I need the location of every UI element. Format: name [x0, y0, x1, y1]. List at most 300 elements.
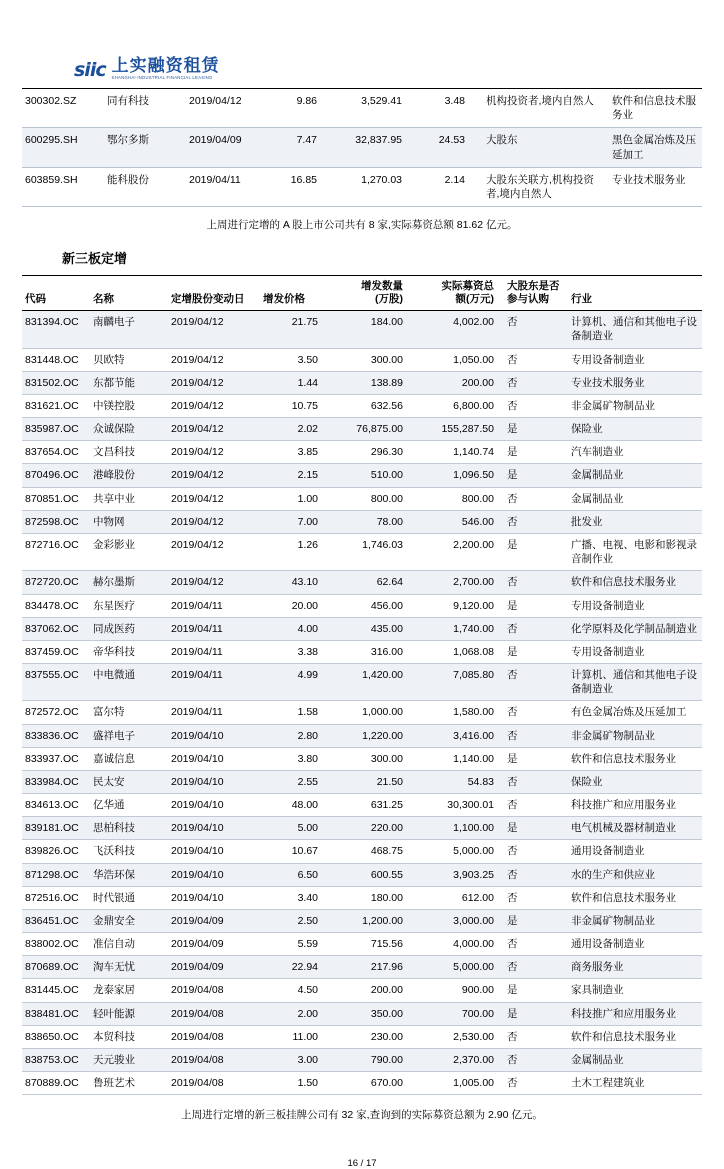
header-yn-line2: 参与认购 — [507, 293, 549, 306]
cell-industry: 通用设备制造业 — [568, 933, 702, 956]
cell-date: 2019/04/12 — [168, 418, 260, 441]
ashare-summary-note: 上周进行定增的 A 股上市公司共有 8 家,实际募资总额 81.62 亿元。 — [206, 219, 518, 232]
cell-price: 1.44 — [260, 371, 328, 394]
cell-amount: 4,000.00 — [413, 933, 504, 956]
cell-investor: 机构投资者,境内自然人 — [483, 89, 609, 128]
cell-quantity: 300.00 — [328, 747, 413, 770]
cell-code: 870689.OC — [22, 956, 90, 979]
cell-industry: 软件和信息技术服务业 — [568, 747, 702, 770]
cell-quantity: 62.64 — [328, 571, 413, 594]
cell-major-shareholder-participation: 否 — [504, 1072, 568, 1095]
cell-date: 2019/04/10 — [168, 817, 260, 840]
cell-quantity: 715.56 — [328, 933, 413, 956]
logo-english-name: SHANGHAI INDUSTRIAL FINANCIAL LEASING — [111, 74, 213, 80]
cell-date: 2019/04/10 — [168, 747, 260, 770]
cell-industry: 金属制品业 — [568, 464, 702, 487]
cell-code: 834478.OC — [22, 594, 90, 617]
cell-date: 2019/04/08 — [168, 1048, 260, 1071]
cell-price: 3.40 — [260, 886, 328, 909]
cell-major-shareholder-participation: 是 — [504, 464, 568, 487]
cell-amount: 5,000.00 — [413, 956, 504, 979]
cell-name: 龙泰家居 — [90, 979, 168, 1002]
cell-amount: 155,287.50 — [413, 418, 504, 441]
cell-quantity: 296.30 — [328, 441, 413, 464]
cell-quantity: 800.00 — [328, 487, 413, 510]
cell-industry: 科技推广和应用服务业 — [568, 794, 702, 817]
cell-major-shareholder-participation: 否 — [504, 724, 568, 747]
cell-major-shareholder-participation: 否 — [504, 617, 568, 640]
cell-amount: 5,000.00 — [413, 840, 504, 863]
table-row — [22, 571, 702, 594]
cell-quantity: 456.00 — [328, 594, 413, 617]
cell-name: 赫尔墨斯 — [90, 571, 168, 594]
cell-price: 3.85 — [260, 441, 328, 464]
cell-industry: 专用设备制造业 — [568, 640, 702, 663]
cell-amount: 1,580.00 — [413, 701, 504, 724]
cell-code: 838002.OC — [22, 933, 90, 956]
table-row — [22, 510, 702, 533]
cell-major-shareholder-participation: 否 — [504, 371, 568, 394]
cell-name: 中镁控股 — [90, 394, 168, 417]
cell-industry: 化学原料及化学制品制造业 — [568, 617, 702, 640]
cell-quantity: 138.89 — [328, 371, 413, 394]
cell-industry: 保险业 — [568, 418, 702, 441]
cell-price: 3.00 — [260, 1048, 328, 1071]
cell-code: 831621.OC — [22, 394, 90, 417]
cell-industry: 专用设备制造业 — [568, 594, 702, 617]
cell-quantity: 220.00 — [328, 817, 413, 840]
cell-amount: 3,000.00 — [413, 909, 504, 932]
cell-amount: 1,140.74 — [413, 441, 504, 464]
table-row — [22, 1025, 702, 1048]
cell-price: 3.80 — [260, 747, 328, 770]
cell-name: 东星医疗 — [90, 594, 168, 617]
cell-date: 2019/04/10 — [168, 770, 260, 793]
ntb-placement-table — [22, 275, 702, 1095]
cell-amount: 2,200.00 — [413, 534, 504, 571]
cell-amount: 3,903.25 — [413, 863, 504, 886]
cell-date: 2019/04/08 — [168, 1025, 260, 1048]
cell-code: 872572.OC — [22, 701, 90, 724]
cell-date: 2019/04/11 — [168, 664, 260, 701]
cell-industry: 通用设备制造业 — [568, 840, 702, 863]
cell-major-shareholder-participation: 否 — [504, 701, 568, 724]
header-quantity — [328, 276, 413, 311]
cell-quantity: 76,875.00 — [328, 418, 413, 441]
cell-quantity: 21.50 — [328, 770, 413, 793]
cell-name: 金彩影业 — [90, 534, 168, 571]
cell-amount: 6,800.00 — [413, 394, 504, 417]
cell-major-shareholder-participation: 否 — [504, 933, 568, 956]
cell-name: 亿华通 — [90, 794, 168, 817]
cell-quantity: 435.00 — [328, 617, 413, 640]
cell-amount: 1,140.00 — [413, 747, 504, 770]
cell-amount: 546.00 — [413, 510, 504, 533]
cell-amount: 1,100.00 — [413, 817, 504, 840]
cell-name: 同成医药 — [90, 617, 168, 640]
cell-amount: 1,068.08 — [413, 640, 504, 663]
header-yn-line1: 大股东是否 — [507, 280, 560, 293]
cell-date: 2019/04/12 — [168, 464, 260, 487]
cell-code: 838650.OC — [22, 1025, 90, 1048]
cell-code: 833836.OC — [22, 724, 90, 747]
cell-industry: 软件和信息技术服务业 — [568, 1025, 702, 1048]
cell-name: 盛祥电子 — [90, 724, 168, 747]
cell-quantity: 1,000.00 — [328, 701, 413, 724]
table-row — [22, 371, 702, 394]
logo-text — [112, 57, 220, 80]
cell-quantity: 350.00 — [328, 1002, 413, 1025]
cell-code: 831394.OC — [22, 311, 90, 348]
cell-price: 3.38 — [260, 640, 328, 663]
cell-major-shareholder-participation: 否 — [504, 1048, 568, 1071]
table-row — [22, 664, 702, 701]
cell-date: 2019/04/11 — [168, 640, 260, 663]
cell-amount: 30,300.01 — [413, 794, 504, 817]
cell-major-shareholder-participation: 否 — [504, 863, 568, 886]
cell-industry: 水的生产和供应业 — [568, 863, 702, 886]
cell-amount: 1,005.00 — [413, 1072, 504, 1095]
cell-name: 能科股份 — [104, 167, 186, 206]
cell-price: 7.00 — [260, 510, 328, 533]
cell-date: 2019/04/09 — [186, 128, 270, 167]
cell-quantity: 510.00 — [328, 464, 413, 487]
table-row — [22, 594, 702, 617]
cell-industry: 家具制造业 — [568, 979, 702, 1002]
ntb-summary-note: 上周进行定增的新三板挂牌公司有 32 家,查询到的实际募资总额为 2.90 亿元。 — [181, 1109, 543, 1122]
cell-code: 870851.OC — [22, 487, 90, 510]
table-row — [22, 909, 702, 932]
cell-date: 2019/04/12 — [168, 311, 260, 348]
cell-date: 2019/04/08 — [168, 979, 260, 1002]
header-price: 增发价格 — [260, 276, 328, 311]
cell-code: 872516.OC — [22, 886, 90, 909]
table-row — [22, 1048, 702, 1071]
cell-quantity: 1,420.00 — [328, 664, 413, 701]
header-major-shareholder-participation — [504, 276, 568, 311]
cell-industry: 专业技术服务业 — [568, 371, 702, 394]
cell-code: 837062.OC — [22, 617, 90, 640]
table-row — [22, 534, 702, 571]
cell-quantity: 790.00 — [328, 1048, 413, 1071]
cell-price: 4.50 — [260, 979, 328, 1002]
cell-amount: 612.00 — [413, 886, 504, 909]
cell-amount: 9,120.00 — [413, 594, 504, 617]
cell-major-shareholder-participation: 否 — [504, 487, 568, 510]
header-code: 代码 — [22, 276, 90, 311]
cell-date: 2019/04/12 — [186, 89, 270, 128]
cell-major-shareholder-participation: 否 — [504, 1025, 568, 1048]
cell-price: 7.47 — [270, 128, 329, 167]
cell-code: 872716.OC — [22, 534, 90, 571]
section-title-ntb: 新三板定增 — [62, 251, 128, 267]
cell-industry: 保险业 — [568, 770, 702, 793]
cell-date: 2019/04/11 — [186, 167, 270, 206]
table-row — [22, 794, 702, 817]
cell-major-shareholder-participation: 是 — [504, 747, 568, 770]
table-row — [22, 747, 702, 770]
cell-price: 48.00 — [260, 794, 328, 817]
cell-major-shareholder-participation: 是 — [504, 1002, 568, 1025]
cell-quantity: 180.00 — [328, 886, 413, 909]
cell-date: 2019/04/10 — [168, 886, 260, 909]
table-row — [22, 979, 702, 1002]
table-row — [22, 441, 702, 464]
cell-name: 准信自动 — [90, 933, 168, 956]
cell-amount: 24.53 — [412, 128, 483, 167]
cell-price: 43.10 — [260, 571, 328, 594]
header-industry: 行业 — [568, 276, 702, 311]
cell-industry: 软件和信息技术服务业 — [568, 886, 702, 909]
cell-amount: 3.48 — [412, 89, 483, 128]
cell-industry: 商务服务业 — [568, 956, 702, 979]
cell-major-shareholder-participation: 否 — [504, 770, 568, 793]
cell-quantity: 1,746.03 — [328, 534, 413, 571]
logo-mark: siic — [74, 59, 106, 81]
cell-major-shareholder-participation: 否 — [504, 886, 568, 909]
cell-amount: 4,002.00 — [413, 311, 504, 348]
cell-name: 嘉诚信息 — [90, 747, 168, 770]
cell-industry: 批发业 — [568, 510, 702, 533]
cell-quantity: 230.00 — [328, 1025, 413, 1048]
cell-major-shareholder-participation: 否 — [504, 794, 568, 817]
table-row — [22, 617, 702, 640]
header-amount-line2: 额(万元) — [455, 293, 494, 306]
cell-code: 872598.OC — [22, 510, 90, 533]
header-date: 定增股份变动日 — [168, 276, 260, 311]
cell-industry: 黑色金属冶炼及压延加工 — [609, 128, 702, 167]
cell-quantity: 78.00 — [328, 510, 413, 533]
cell-price: 2.00 — [260, 1002, 328, 1025]
cell-code: 834613.OC — [22, 794, 90, 817]
cell-code: 870496.OC — [22, 464, 90, 487]
cell-date: 2019/04/12 — [168, 534, 260, 571]
cell-price: 5.00 — [260, 817, 328, 840]
cell-amount: 2,700.00 — [413, 571, 504, 594]
cell-industry: 科技推广和应用服务业 — [568, 1002, 702, 1025]
cell-price: 2.80 — [260, 724, 328, 747]
cell-amount: 2.14 — [412, 167, 483, 206]
cell-name: 淘车无忧 — [90, 956, 168, 979]
cell-major-shareholder-participation: 否 — [504, 348, 568, 371]
cell-industry: 金属制品业 — [568, 1048, 702, 1071]
cell-quantity: 32,837.95 — [329, 128, 412, 167]
cell-price: 20.00 — [260, 594, 328, 617]
cell-price: 2.15 — [260, 464, 328, 487]
cell-amount: 700.00 — [413, 1002, 504, 1025]
header-quantity-line1: 增发数量 — [361, 280, 403, 293]
cell-code: 831445.OC — [22, 979, 90, 1002]
cell-industry: 非金属矿物制品业 — [568, 909, 702, 932]
cell-price: 4.00 — [260, 617, 328, 640]
cell-code: 600295.SH — [22, 128, 104, 167]
cell-quantity: 468.75 — [328, 840, 413, 863]
table-row — [22, 1072, 702, 1095]
table-row — [22, 863, 702, 886]
cell-price: 10.67 — [260, 840, 328, 863]
cell-code: 837459.OC — [22, 640, 90, 663]
cell-price: 1.00 — [260, 487, 328, 510]
cell-price: 10.75 — [260, 394, 328, 417]
cell-quantity: 1,220.00 — [328, 724, 413, 747]
cell-industry: 广播、电视、电影和影视录音制作业 — [568, 534, 702, 571]
cell-name: 金鼎安全 — [90, 909, 168, 932]
cell-industry: 软件和信息技术服务业 — [609, 89, 702, 128]
cell-industry: 土木工程建筑业 — [568, 1072, 702, 1095]
cell-industry: 汽车制造业 — [568, 441, 702, 464]
cell-price: 1.50 — [260, 1072, 328, 1095]
cell-name: 飞沃科技 — [90, 840, 168, 863]
cell-date: 2019/04/11 — [168, 617, 260, 640]
cell-industry: 专业技术服务业 — [609, 167, 702, 206]
cell-date: 2019/04/11 — [168, 701, 260, 724]
cell-name: 鲁班艺术 — [90, 1072, 168, 1095]
cell-date: 2019/04/08 — [168, 1072, 260, 1095]
cell-code: 833937.OC — [22, 747, 90, 770]
cell-name: 同有科技 — [104, 89, 186, 128]
cell-major-shareholder-participation: 是 — [504, 534, 568, 571]
cell-date: 2019/04/12 — [168, 441, 260, 464]
cell-code: 839826.OC — [22, 840, 90, 863]
cell-quantity: 3,529.41 — [329, 89, 412, 128]
cell-code: 871298.OC — [22, 863, 90, 886]
cell-major-shareholder-participation: 否 — [504, 956, 568, 979]
cell-name: 华浩环保 — [90, 863, 168, 886]
cell-name: 民太安 — [90, 770, 168, 793]
cell-date: 2019/04/10 — [168, 794, 260, 817]
table-row — [22, 724, 702, 747]
header-amount — [413, 276, 504, 311]
cell-major-shareholder-participation: 是 — [504, 979, 568, 1002]
cell-price: 1.58 — [260, 701, 328, 724]
cell-name: 港峰股份 — [90, 464, 168, 487]
table-row — [22, 418, 702, 441]
cell-quantity: 600.55 — [328, 863, 413, 886]
table-row — [22, 487, 702, 510]
cell-major-shareholder-participation: 否 — [504, 394, 568, 417]
cell-quantity: 200.00 — [328, 979, 413, 1002]
cell-amount: 200.00 — [413, 371, 504, 394]
cell-name: 文昌科技 — [90, 441, 168, 464]
cell-date: 2019/04/12 — [168, 510, 260, 533]
cell-date: 2019/04/12 — [168, 487, 260, 510]
cell-code: 838753.OC — [22, 1048, 90, 1071]
cell-amount: 2,370.00 — [413, 1048, 504, 1071]
cell-date: 2019/04/12 — [168, 394, 260, 417]
table-row — [22, 89, 702, 128]
cell-quantity: 316.00 — [328, 640, 413, 663]
cell-date: 2019/04/08 — [168, 1002, 260, 1025]
cell-code: 831502.OC — [22, 371, 90, 394]
cell-industry: 非金属矿物制品业 — [568, 724, 702, 747]
cell-price: 1.26 — [260, 534, 328, 571]
cell-name: 本贸科技 — [90, 1025, 168, 1048]
cell-major-shareholder-participation: 是 — [504, 418, 568, 441]
table-row — [22, 933, 702, 956]
cell-major-shareholder-participation: 是 — [504, 594, 568, 617]
cell-name: 帝华科技 — [90, 640, 168, 663]
table-row — [22, 128, 702, 167]
cell-quantity: 300.00 — [328, 348, 413, 371]
table-row — [22, 840, 702, 863]
cell-price: 22.94 — [260, 956, 328, 979]
cell-date: 2019/04/10 — [168, 840, 260, 863]
cell-code: 836451.OC — [22, 909, 90, 932]
table-row — [22, 956, 702, 979]
cell-major-shareholder-participation: 是 — [504, 817, 568, 840]
cell-investor: 大股东关联方,机构投资者,境内自然人 — [483, 167, 609, 206]
cell-name: 中物网 — [90, 510, 168, 533]
cell-name: 贝欧特 — [90, 348, 168, 371]
cell-code: 837654.OC — [22, 441, 90, 464]
cell-price: 5.59 — [260, 933, 328, 956]
cell-code: 603859.SH — [22, 167, 104, 206]
cell-name: 众诚保险 — [90, 418, 168, 441]
cell-code: 300302.SZ — [22, 89, 104, 128]
cell-industry: 电气机械及器材制造业 — [568, 817, 702, 840]
cell-industry: 非金属矿物制品业 — [568, 394, 702, 417]
cell-code: 838481.OC — [22, 1002, 90, 1025]
cell-date: 2019/04/09 — [168, 909, 260, 932]
cell-industry: 计算机、通信和其他电子设备制造业 — [568, 664, 702, 701]
cell-code: 833984.OC — [22, 770, 90, 793]
cell-quantity: 217.96 — [328, 956, 413, 979]
cell-name: 中电微通 — [90, 664, 168, 701]
cell-price: 3.50 — [260, 348, 328, 371]
table-row — [22, 167, 702, 206]
cell-amount: 3,416.00 — [413, 724, 504, 747]
cell-amount: 800.00 — [413, 487, 504, 510]
cell-industry: 专用设备制造业 — [568, 348, 702, 371]
cell-name: 东都节能 — [90, 371, 168, 394]
cell-major-shareholder-participation: 否 — [504, 571, 568, 594]
cell-date: 2019/04/10 — [168, 863, 260, 886]
cell-date: 2019/04/09 — [168, 933, 260, 956]
cell-major-shareholder-participation: 是 — [504, 909, 568, 932]
table-row — [22, 701, 702, 724]
cell-major-shareholder-participation: 否 — [504, 510, 568, 533]
cell-price: 4.99 — [260, 664, 328, 701]
cell-name: 富尔特 — [90, 701, 168, 724]
cell-name: 轻叶能源 — [90, 1002, 168, 1025]
table-row — [22, 464, 702, 487]
cell-date: 2019/04/12 — [168, 571, 260, 594]
cell-major-shareholder-participation: 是 — [504, 640, 568, 663]
cell-price: 2.50 — [260, 909, 328, 932]
cell-amount: 1,096.50 — [413, 464, 504, 487]
cell-name: 共享中业 — [90, 487, 168, 510]
cell-amount: 54.83 — [413, 770, 504, 793]
table-row — [22, 640, 702, 663]
cell-price: 2.02 — [260, 418, 328, 441]
table-row — [22, 311, 702, 348]
cell-price: 11.00 — [260, 1025, 328, 1048]
cell-code: 872720.OC — [22, 571, 90, 594]
cell-quantity: 184.00 — [328, 311, 413, 348]
cell-name: 思柏科技 — [90, 817, 168, 840]
cell-code: 870889.OC — [22, 1072, 90, 1095]
cell-code: 837555.OC — [22, 664, 90, 701]
cell-quantity: 631.25 — [328, 794, 413, 817]
cell-name: 鄂尔多斯 — [104, 128, 186, 167]
cell-quantity: 1,200.00 — [328, 909, 413, 932]
cell-industry: 计算机、通信和其他电子设备制造业 — [568, 311, 702, 348]
cell-major-shareholder-participation: 是 — [504, 441, 568, 464]
cell-price: 6.50 — [260, 863, 328, 886]
cell-investor: 大股东 — [483, 128, 609, 167]
cell-code: 831448.OC — [22, 348, 90, 371]
cell-price: 16.85 — [270, 167, 329, 206]
